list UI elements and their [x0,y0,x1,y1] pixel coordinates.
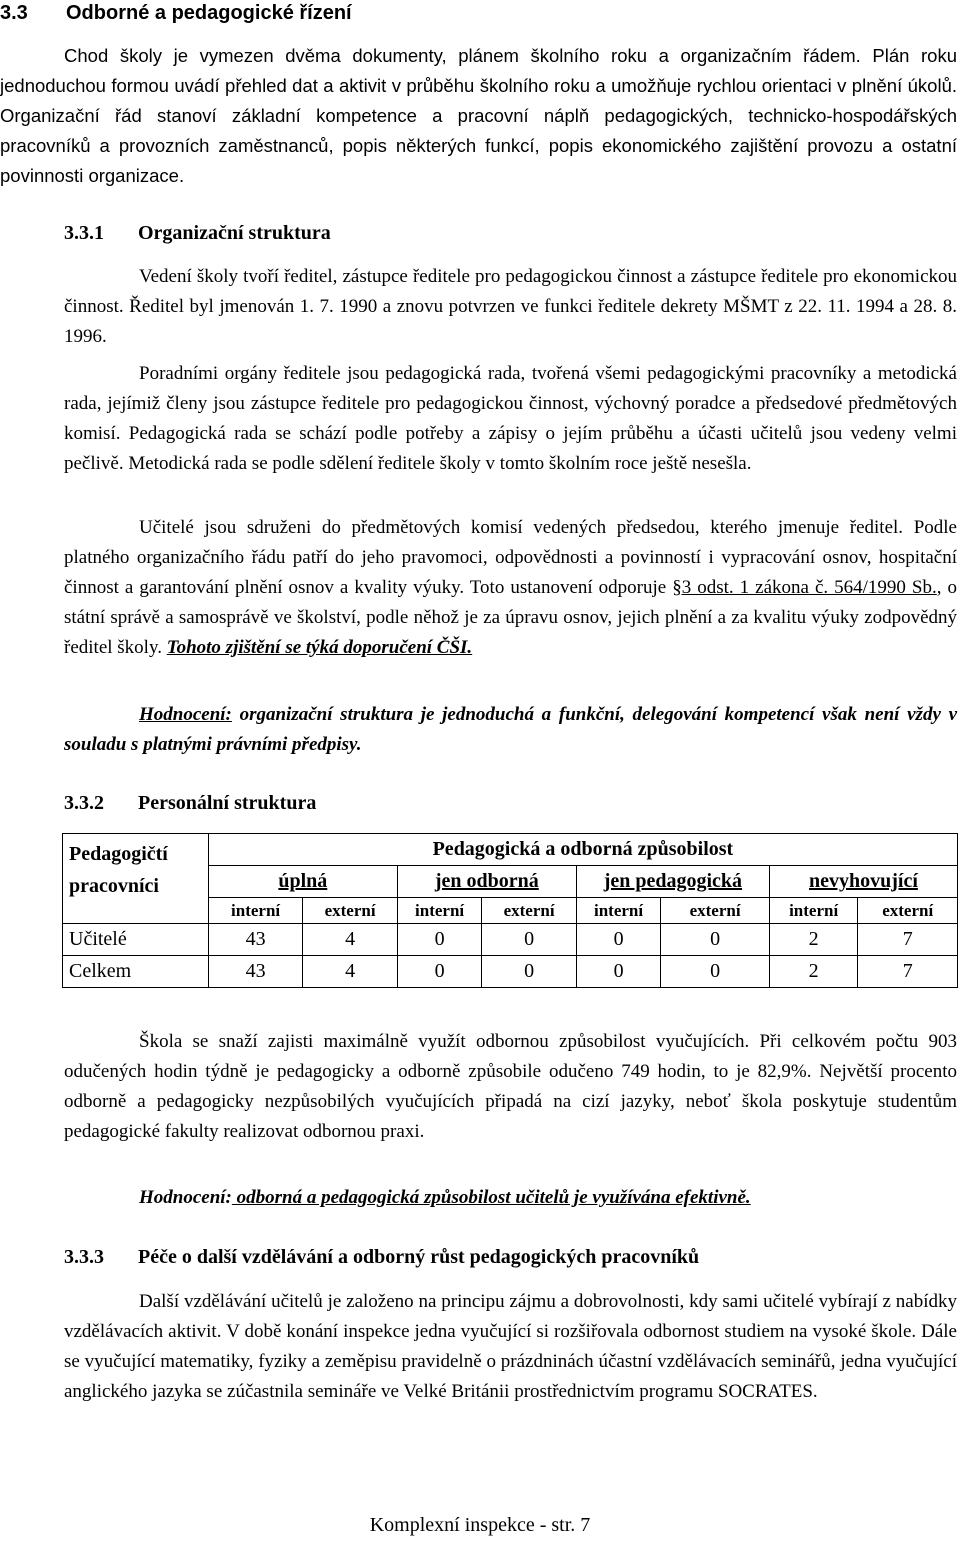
staff-qualification-table [62,833,958,988]
category-nevyhovujici: nevyhovující [769,866,957,898]
category-jen-pedagogicka: jen pedagogická [576,866,769,898]
evaluation-organizacni-struktura: Hodnocení: organizační struktura je jednoduchá a funkční, delegování kompetencí však není vždy v souladu s platnými právními předpisy. [64,704,957,755]
recommendation-note: Tohoto zjištění se týká doporučení ČŠI. [166,637,473,658]
table-row: Celkem 43 4 0 0 0 0 2 7 [63,956,958,988]
section-heading [0,2,352,25]
law-reference: §3 odst. 1 zákona č. 564/1990 Sb. [672,577,937,598]
subheader-cell: interní [769,898,857,924]
group-header-cell: Pedagogická a odborná způsobilost [208,834,957,866]
intro-paragraph [0,41,957,191]
category-uplna: úplná [208,866,397,898]
subsection-heading-personalni-struktura: 3.3.2 Personální struktura [64,792,317,814]
intro-text: Chod školy je vymezen dvěma dokumenty, plánem školního roku a organizačním řádem. Plán roku jednoduchou formou uvádí přehled dat a aktivit v průběhu školního roku a umožňuje rychlou orientaci v plnění úkolů. Organizační řád stanoví základní kompetence a pracovní náplň pedagogických, technicko-hospodářských pracovníků a provozních zaměstnanců, popis některých funkcí, popis ekonomického zajištění provozu a ostatní povinnosti organizace. [0,45,957,186]
subheader-cell: externí [303,898,398,924]
page-footer: Komplexní inspekce - str. 7 [369,1514,591,1536]
section-number: 3.3 [0,2,28,24]
section-title: Odborné a pedagogické řízení [66,2,352,24]
subheader-cell: externí [858,898,958,924]
subheader-cell: externí [661,898,770,924]
row-header-cell: Pedagogičtí pracovníci [63,834,209,924]
subheader-cell: interní [208,898,303,924]
paragraph-vedeni-skoly: Vedení školy tvoří ředitel, zástupce ředitele pro pedagogickou činnost a zástupce ředitele pro ekonomickou činnost. Ředitel byl jmenován 1. 7. 1990 a znovu potvrzen ve funkci ředitele dekrety MŠMT z 22. 11. 1994 a 28. 8. 1996. [64,266,957,347]
subsection-heading-organizacni-struktura: 3.3.1 Organizační struktura [64,222,331,244]
paragraph-predmetove-komise: Učitelé jsou sdruženi do předmětových komisí vedených předsedou, kterého jmenuje ředitel. Podle platného organizačního řádu patří do jeho pravomoci, odpovědnosti a povinností i vypracování osnov, hospitační činnost a garantování plnění osnov a kvality výuky. Toto ustanovení odporuje §3 odst. 1 zákona č. 564/1990 Sb., o státní správě a samosprávě ve školství, podle něhož je za úpravu osnov, jejich plnění a za kvalitu výuky zodpovědný ředitel školy. Tohoto zjištění se týká doporučení ČŠI. [64,517,958,658]
subsection-heading-dalsi-vzdelavani: 3.3.3 Péče o další vzdělávání a odborný růst pedagogických pracovníků [64,1246,700,1268]
paragraph-odborna-zpusobilost: Škola se snaží zajisti maximálně využít odbornou způsobilost vyučujících. Při celkovém počtu 903 odučených hodin týdně je pedagogicky a odborně způsobile odučeno 749 hodin, to je 82,9%. Největší procento odborně a pedagogicky nezpůsobilých vyučujících připadá na cizí jazyky, neboť škola poskytuje studentům pedagogické fakulty realizovat odbornou praxi. [64,1031,957,1142]
category-jen-odborna: jen odborná [397,866,576,898]
evaluation-personalni-struktura: Hodnocení: odborná a pedagogická způsobilost učitelů je využívána efektivně. [139,1187,751,1208]
subheader-cell: interní [397,898,481,924]
subheader-cell: interní [576,898,660,924]
table-row: Učitelé 43 4 0 0 0 0 2 7 [63,924,958,956]
subheader-cell: externí [482,898,577,924]
paragraph-poradni-organy: Poradními orgány ředitele jsou pedagogická rada, tvořená všemi pedagogickými pracovníky a metodická rada, jejímiž členy jsou zástupce ředitele pro pedagogickou činnost, výchovný poradce a předsedové předmětových komisí. Pedagogická rada se schází podle potřeby a zápisy o jejím průběhu a účasti učitelů jsou vedeny velmi pečlivě. Metodická rada se podle sdělení ředitele školy v tomto školním roce ještě nesešla. [64,363,957,474]
paragraph-dalsi-vzdelavani: Další vzdělávání učitelů je založeno na principu zájmu a dobrovolnosti, kdy sami učitelé vybírají z nabídky vzdělávacích aktivit. V době konání inspekce jedna vyučující si rozšiřovala odbornost studiem na vysoké škole. Dále se vyučující matematiky, fyziky a zeměpisu pravidelně o prázdninách účastní vzdělávacích seminářů, jedna vyučující anglického jazyka se zúčastnila semináře ve Velké Británii prostřednictvím programu SOCRATES. [64,1291,957,1402]
